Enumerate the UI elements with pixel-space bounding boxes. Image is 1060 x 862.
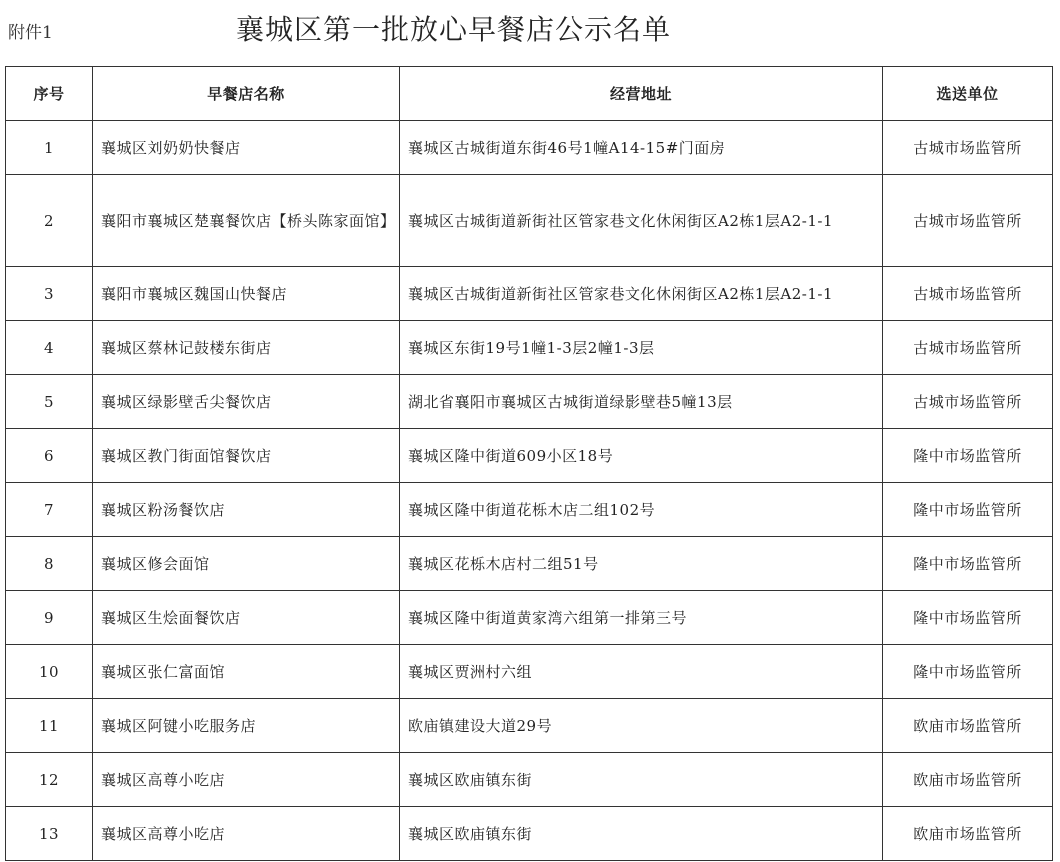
- table-row: [6, 429, 1053, 483]
- document-title: 襄城区第一批放心早餐店公示名单: [236, 13, 672, 46]
- row-shop-name: 襄城区高尊小吃店: [93, 807, 400, 861]
- row-unit: 欧庙市场监管所: [883, 753, 1053, 807]
- table-row: [6, 753, 1053, 807]
- row-number: 3: [6, 267, 93, 321]
- table-row: [6, 699, 1053, 753]
- table-row: [6, 175, 1053, 267]
- table-row: [6, 375, 1053, 429]
- row-address: 襄城区花栎木店村二组51号: [400, 537, 883, 591]
- row-number: 4: [6, 321, 93, 375]
- breakfast-shop-table: [5, 66, 1053, 861]
- row-shop-name: 襄城区阿键小吃服务店: [93, 699, 400, 753]
- table-row: [6, 267, 1053, 321]
- table-row: [6, 321, 1053, 375]
- row-unit: 隆中市场监管所: [883, 591, 1053, 645]
- row-unit: 隆中市场监管所: [883, 645, 1053, 699]
- row-unit: 古城市场监管所: [883, 375, 1053, 429]
- row-address: 襄城区隆中街道609小区18号: [400, 429, 883, 483]
- row-number: 8: [6, 537, 93, 591]
- row-number: 1: [6, 121, 93, 175]
- header-serial-number: 序号: [6, 67, 93, 121]
- row-number: 2: [6, 175, 93, 267]
- table-row: [6, 537, 1053, 591]
- row-shop-name: 襄城区蔡林记鼓楼东街店: [93, 321, 400, 375]
- row-unit: 隆中市场监管所: [883, 537, 1053, 591]
- row-number: 10: [6, 645, 93, 699]
- row-shop-name: 襄阳市襄城区楚襄餐饮店【桥头陈家面馆】: [93, 175, 400, 267]
- row-unit: 隆中市场监管所: [883, 429, 1053, 483]
- row-shop-name: 襄阳市襄城区魏国山快餐店: [93, 267, 400, 321]
- row-address: 欧庙镇建设大道29号: [400, 699, 883, 753]
- row-address: 襄城区古城街道新街社区管家巷文化休闲街区A2栋1层A2-1-1: [400, 267, 883, 321]
- row-shop-name: 襄城区粉汤餐饮店: [93, 483, 400, 537]
- table-row: [6, 121, 1053, 175]
- row-shop-name: 襄城区绿影壁舌尖餐饮店: [93, 375, 400, 429]
- row-number: 5: [6, 375, 93, 429]
- row-number: 9: [6, 591, 93, 645]
- row-address: 襄城区贾洲村六组: [400, 645, 883, 699]
- row-address: 襄城区欧庙镇东街: [400, 807, 883, 861]
- row-number: 7: [6, 483, 93, 537]
- row-unit: 古城市场监管所: [883, 267, 1053, 321]
- row-address: 襄城区隆中街道黄家湾六组第一排第三号: [400, 591, 883, 645]
- table-row: [6, 591, 1053, 645]
- row-address: 襄城区古城街道东街46号1幢A14-15#门面房: [400, 121, 883, 175]
- row-unit: 欧庙市场监管所: [883, 699, 1053, 753]
- row-number: 13: [6, 807, 93, 861]
- table-header-row: [6, 67, 1053, 121]
- table-row: [6, 483, 1053, 537]
- header-address: 经营地址: [400, 67, 883, 121]
- row-address: 襄城区欧庙镇东街: [400, 753, 883, 807]
- row-unit: 古城市场监管所: [883, 121, 1053, 175]
- row-address: 襄城区古城街道新街社区管家巷文化休闲街区A2栋1层A2-1-1: [400, 175, 883, 267]
- attachment-label: 附件1: [8, 23, 53, 43]
- row-shop-name: 襄城区教门街面馆餐饮店: [93, 429, 400, 483]
- row-shop-name: 襄城区张仁富面馆: [93, 645, 400, 699]
- row-address: 襄城区隆中街道花栎木店二组102号: [400, 483, 883, 537]
- row-shop-name: 襄城区刘奶奶快餐店: [93, 121, 400, 175]
- row-shop-name: 襄城区修会面馆: [93, 537, 400, 591]
- row-shop-name: 襄城区生烩面餐饮店: [93, 591, 400, 645]
- row-unit: 古城市场监管所: [883, 175, 1053, 267]
- row-unit: 隆中市场监管所: [883, 483, 1053, 537]
- header-shop-name: 早餐店名称: [93, 67, 400, 121]
- row-number: 12: [6, 753, 93, 807]
- row-address: 湖北省襄阳市襄城区古城街道绿影壁巷5幢13层: [400, 375, 883, 429]
- table-row: [6, 645, 1053, 699]
- row-number: 11: [6, 699, 93, 753]
- table-row: [6, 807, 1053, 861]
- row-number: 6: [6, 429, 93, 483]
- row-unit: 欧庙市场监管所: [883, 807, 1053, 861]
- row-shop-name: 襄城区高尊小吃店: [93, 753, 400, 807]
- row-unit: 古城市场监管所: [883, 321, 1053, 375]
- row-address: 襄城区东街19号1幢1-3层2幢1-3层: [400, 321, 883, 375]
- header-submitting-unit: 选送单位: [883, 67, 1053, 121]
